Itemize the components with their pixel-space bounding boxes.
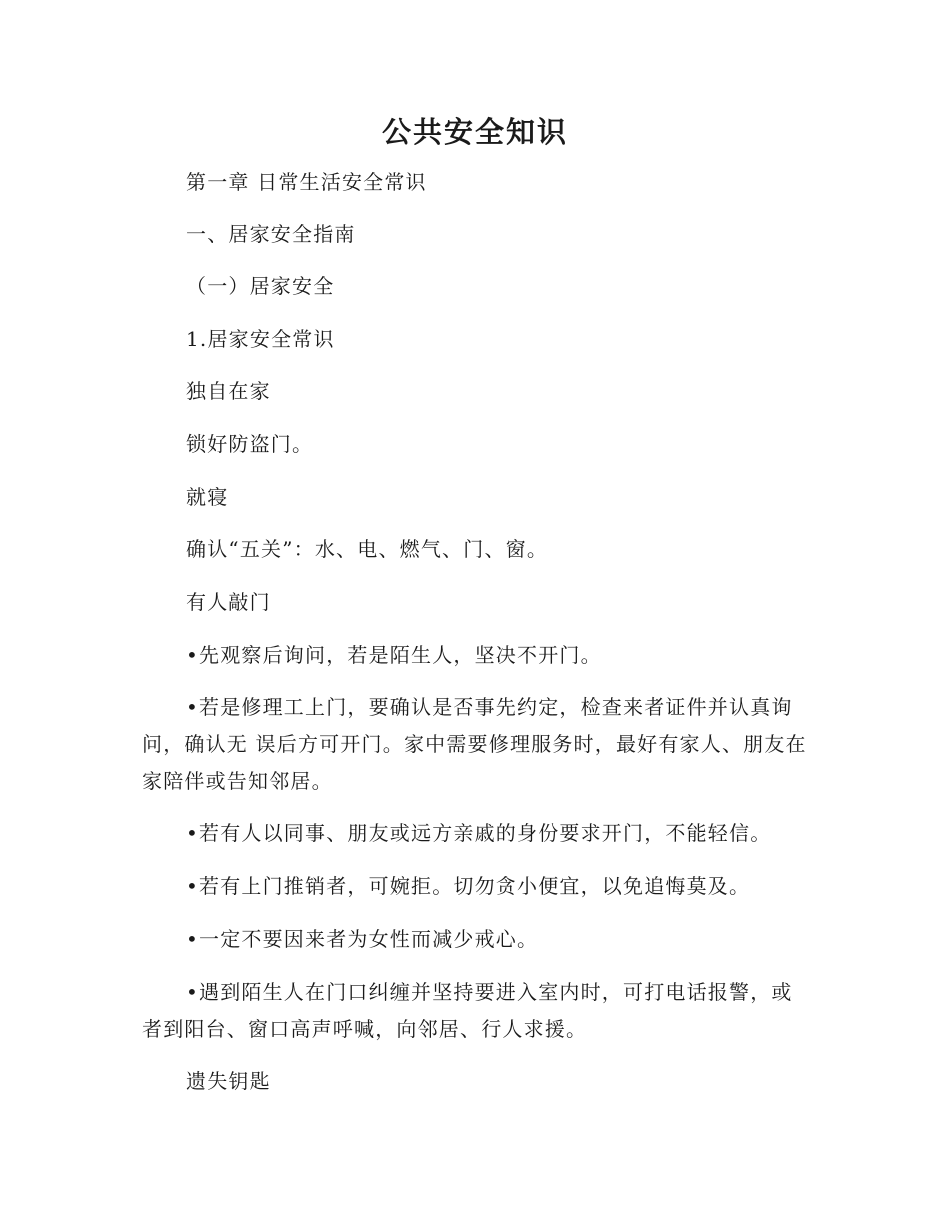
bullet-paragraph: •先观察后询问，若是陌生人，坚决不开门。 [186,643,602,667]
bullet-paragraph: •若是修理工上门，要确认是否事先约定，检查来者证件并认真询问，确认无 误后方可开门。家中需要修理服务时，最好有家人、朋友在家陪伴或告知邻居。 [142,695,807,793]
bullet-paragraph: •一定不要因来者为女性而减少戒心。 [186,927,539,951]
document-title: 公共安全知识 [381,115,568,149]
item-heading: 1.居家安全常识 [186,327,335,351]
section-heading: 一、居家安全指南 [186,222,356,246]
bullet-paragraph: •若有上门推销者，可婉拒。切勿贪小便宜，以免追悔莫及。 [186,874,751,898]
topic-heading-bedtime: 就寝 [186,485,229,509]
paragraph: 确认“五关”：水、电、燃气、门、窗。 [186,537,549,561]
topic-heading-lost-keys: 遗失钥匙 [186,1069,271,1093]
subsection-heading: （一）居家安全 [186,274,335,298]
bullet-paragraph: •若有人以同事、朋友或远方亲戚的身份要求开门，不能轻信。 [186,821,772,845]
topic-heading-knock: 有人敲门 [186,590,271,614]
paragraph: 锁好防盗门。 [186,432,314,456]
bullet-paragraph: •遇到陌生人在门口纠缠并坚持要进入室内时，可打电话报警，或者到阳台、窗口高声呼喊，向邻居、行人求援。 [142,980,793,1041]
chapter-heading: 第一章 日常生活安全常识 [186,170,427,194]
topic-heading-alone-at-home: 独自在家 [186,379,271,403]
